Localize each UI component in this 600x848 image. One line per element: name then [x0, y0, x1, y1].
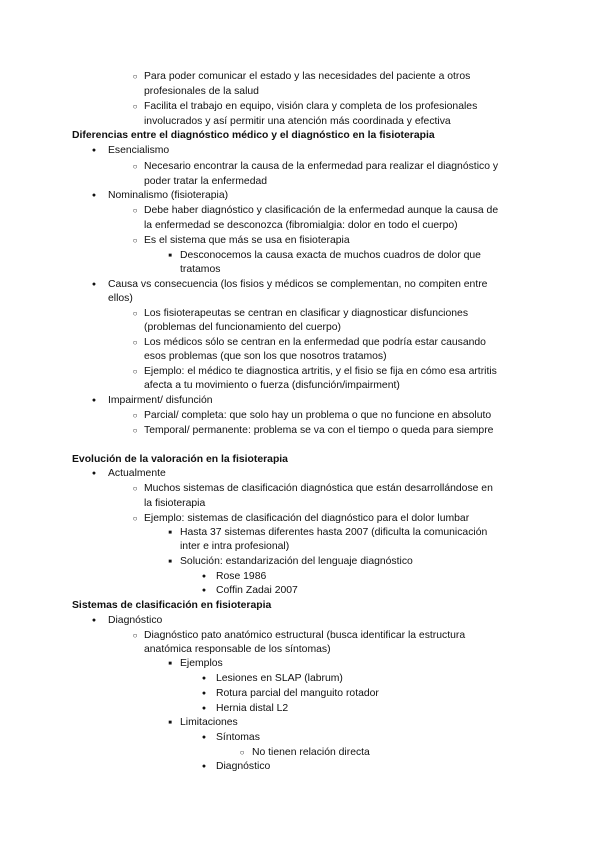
text-line: Facilita el trabajo en equipo, visión clara y completa de los profesionales: [144, 101, 478, 112]
section-heading: Evolución de la valoración en la fisioterapia: [72, 454, 288, 465]
text-line: Muchos sistemas de clasificación diagnóstica que están desarrollándose en: [144, 483, 493, 494]
text-line: Coffin Zadai 2007: [216, 585, 298, 596]
text-line: Diagnóstico: [108, 615, 163, 626]
bullet-icon: [126, 70, 144, 86]
text-line: inter e intra profesional): [180, 541, 290, 552]
bullet-icon: [195, 687, 213, 702]
text-line: esos problemas (que son los que nosotros tratamos): [144, 351, 387, 362]
bullet-icon: [126, 307, 144, 323]
text-line: Impairment/ disfunción: [108, 395, 213, 406]
bullet-icon: [161, 555, 179, 570]
text-line: Los médicos sólo se centran en la enfermedad que podría estar causando: [144, 337, 486, 348]
text-line: Lesiones en SLAP (labrum): [216, 673, 343, 684]
text-line: Solución: estandarización del lenguaje diagnóstico: [180, 556, 413, 567]
text-line: profesionales de la salud: [144, 86, 259, 97]
text-line: Ejemplo: el médico te diagnostica artritis, y el fisio se fija en cómo esa artritis: [144, 366, 497, 377]
text-line: Parcial/ completa: que solo hay un problema o que no funcione en absoluto: [144, 410, 492, 421]
bullet-icon: [195, 570, 213, 585]
bullet-icon: [195, 584, 213, 599]
text-line: Rotura parcial del manguito rotador: [216, 688, 379, 699]
bullet-icon: [195, 760, 213, 775]
section-heading: Sistemas de clasificación en fisioterapia: [72, 600, 272, 611]
bullet-icon: [126, 100, 144, 116]
text-line: Ejemplo: sistemas de clasificación del diagnóstico para el dolor lumbar: [144, 513, 470, 524]
bullet-icon: [126, 512, 144, 528]
bullet-icon: [195, 672, 213, 687]
text-line: involucrados y así permitir una atención más coordinada y efectiva: [144, 116, 451, 127]
text-line: Es el sistema que más se usa en fisioterapia: [144, 235, 350, 246]
text-line: la fisioterapia: [144, 498, 206, 509]
bullet-icon: [85, 394, 103, 409]
bullet-icon: [161, 716, 179, 731]
text-line: Rose 1986: [216, 571, 267, 582]
bullet-icon: [85, 278, 103, 293]
text-line: ellos): [108, 293, 133, 304]
bullet-icon: [126, 629, 144, 645]
text-line: Causa vs consecuencia (los fisios y médicos se complementan, no compiten entre: [108, 279, 488, 290]
bullet-icon: [126, 234, 144, 250]
text-line: Necesario encontrar la causa de la enfermedad para realizar el diagnóstico y: [144, 161, 499, 172]
text-line: Para poder comunicar el estado y las necesidades del paciente a otros: [144, 71, 471, 82]
text-line: Desconocemos la causa exacta de muchos cuadros de dolor que: [180, 250, 481, 261]
text-line: Limitaciones: [180, 717, 238, 728]
text-line: poder tratar la enfermedad: [144, 176, 268, 187]
bullet-icon: [126, 409, 144, 425]
text-line: Nominalismo (fisioterapia): [108, 190, 229, 201]
text-line: Actualmente: [108, 468, 166, 479]
text-line: Debe haber diagnóstico y clasificación de la enfermedad aunque la causa de: [144, 205, 499, 216]
bullet-icon: [126, 160, 144, 176]
bullet-icon: [161, 249, 179, 264]
text-line: Hasta 37 sistemas diferentes hasta 2007 (dificulta la comunicación: [180, 527, 488, 538]
bullet-icon: [126, 336, 144, 352]
section-heading: Diferencias entre el diagnóstico médico y el diagnóstico en la fisioterapia: [72, 130, 435, 141]
bullet-icon: [161, 526, 179, 541]
text-line: Hernia distal L2: [216, 703, 289, 714]
text-line: Temporal/ permanente: problema se va con el tiempo o queda para siempre: [144, 425, 494, 436]
bullet-icon: [85, 614, 103, 629]
text-line: afecta a tu movimiento o fuerza (disfunción/impairment): [144, 380, 400, 391]
bullet-icon: [126, 482, 144, 498]
text-line: Ejemplos: [180, 658, 223, 669]
text-line: la enfermedad se desconozca (fibromialgia: dolor en todo el cuerpo): [144, 220, 458, 231]
bullet-icon: [161, 657, 179, 672]
text-line: (problemas del funcionamiento del cuerpo): [144, 322, 341, 333]
text-line: tratamos: [180, 264, 221, 275]
bullet-icon: [126, 424, 144, 440]
text-line: Síntomas: [216, 732, 260, 743]
text-line: Diagnóstico: [216, 761, 271, 772]
text-line: Diagnóstico pato anatómico estructural (busca identificar la estructura: [144, 630, 466, 641]
text-line: anatómica responsable de los síntomas): [144, 644, 331, 655]
bullet-icon: [85, 467, 103, 482]
bullet-icon: [85, 144, 103, 159]
bullet-icon: [126, 365, 144, 381]
bullet-icon: [126, 204, 144, 220]
text-line: No tienen relación directa: [252, 747, 370, 758]
bullet-icon: [195, 731, 213, 746]
text-line: Esencialismo: [108, 145, 170, 156]
bullet-icon: [85, 189, 103, 204]
bullet-icon: [195, 702, 213, 717]
text-line: Los fisioterapeutas se centran en clasificar y diagnosticar disfunciones: [144, 308, 469, 319]
